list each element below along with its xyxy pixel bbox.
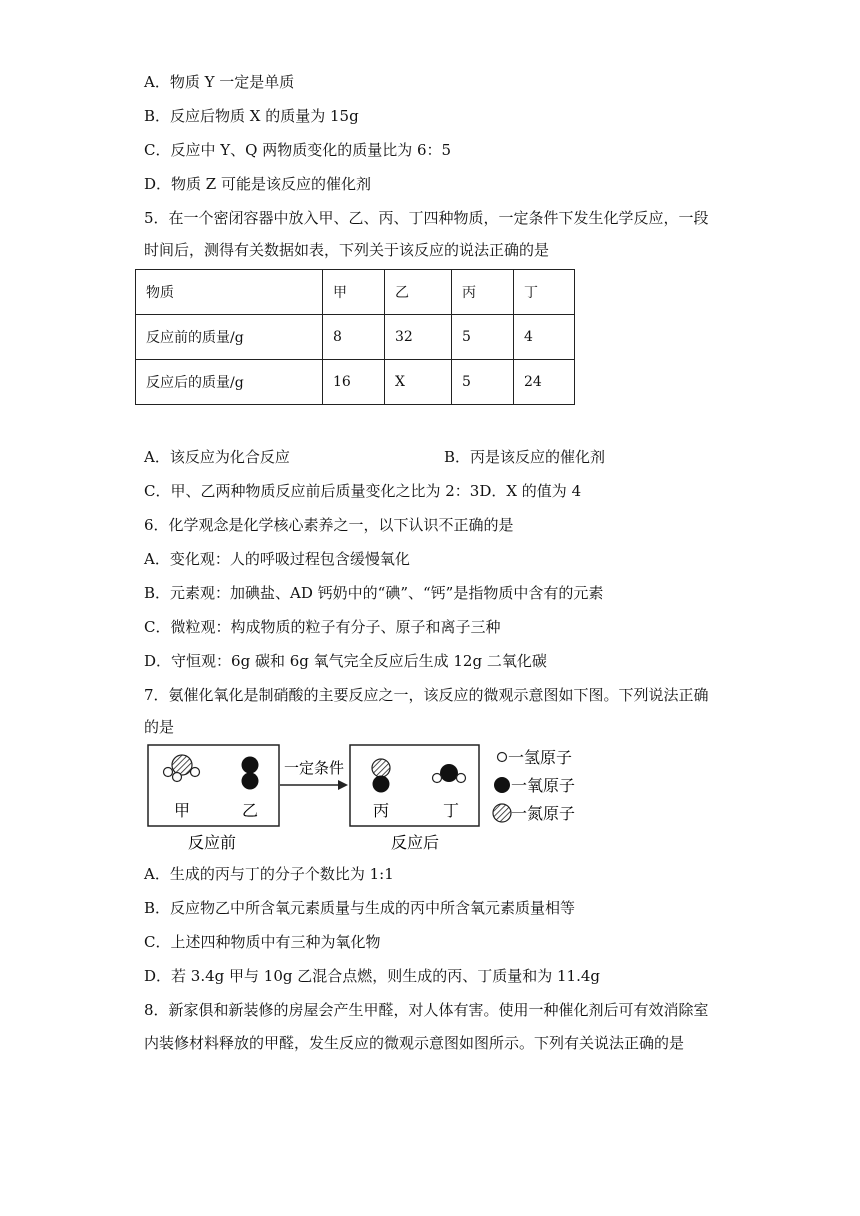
- after-caption: 反应后: [390, 833, 440, 852]
- table-header-row: [136, 270, 575, 315]
- hydrogen-atom: [164, 768, 173, 777]
- arrow-head-icon: [338, 780, 348, 790]
- table-header-cell: 甲: [323, 270, 385, 315]
- q4-option-c: C．反应中 Y、Q 两物质变化的质量比为 6：5: [144, 141, 452, 159]
- table-header-cell: 物质: [136, 270, 323, 315]
- oxygen-atom: [242, 773, 259, 790]
- table-cell: 16: [323, 360, 385, 405]
- oxygen-atom: [440, 764, 458, 782]
- table-cell: X: [385, 360, 452, 405]
- table-cell: 24: [514, 360, 575, 405]
- q6-option-c: C．微粒观：构成物质的粒子有分子、原子和离子三种: [144, 618, 501, 636]
- q7-option-a: A．生成的丙与丁的分子个数比为 1:1: [144, 865, 394, 883]
- table-header-cell: 丙: [452, 270, 514, 315]
- hydrogen-atom: [191, 768, 200, 777]
- q5-stem-line1: 5．在一个密闭容器中放入甲、乙、丙、丁四种物质，一定条件下发生化学反应，一段: [144, 209, 709, 227]
- nitric-oxide-molecule: [372, 759, 390, 793]
- q5-option-cd: C．甲、乙两种物质反应前后质量变化之比为 2：3D．X 的值为 4: [144, 482, 582, 500]
- q7-option-b: B．反应物乙中所含氧元素质量与生成的丙中所含氧元素质量相等: [144, 899, 576, 917]
- oxygen-legend-icon: [494, 777, 510, 793]
- table-row: [136, 360, 575, 405]
- hydrogen-atom: [173, 773, 182, 782]
- label-jia: 甲: [173, 801, 191, 820]
- before-box: [148, 745, 279, 826]
- table-cell: 4: [514, 315, 575, 360]
- q5-stem-line2: 时间后，测得有关数据如表，下列关于该反应的说法正确的是: [144, 241, 550, 259]
- q6-option-d: D．守恒观：6g 碳和 6g 氧气完全反应后生成 12g 二氧化碳: [144, 652, 547, 670]
- table-cell: 5: [452, 315, 514, 360]
- q7-option-c: C．上述四种物质中有三种为氧化物: [144, 933, 381, 951]
- table-header-cell: 丁: [514, 270, 575, 315]
- q7-stem-line1: 7．氨催化氧化是制硝酸的主要反应之一，该反应的微观示意图如下图。下列说法正确: [144, 686, 709, 704]
- table-cell: 8: [323, 315, 385, 360]
- legend-nitrogen: 一氮原子: [511, 804, 576, 823]
- arrow-label: 一定条件: [283, 759, 345, 777]
- q6-option-a: A．变化观：人的呼吸过程包含缓慢氧化: [144, 550, 410, 568]
- legend-oxygen: 一氧原子: [511, 776, 576, 795]
- label-bing: 丙: [372, 801, 390, 820]
- label-ding: 丁: [442, 801, 460, 820]
- table-row: [136, 315, 575, 360]
- table-header-cell: 乙: [385, 270, 452, 315]
- hydrogen-atom: [433, 774, 442, 783]
- after-box: [350, 745, 479, 826]
- legend-hydrogen: 一氢原子: [508, 748, 573, 767]
- hydrogen-legend-icon: [498, 753, 507, 762]
- q8-stem-line1: 8．新家俱和新装修的房屋会产生甲醛，对人体有害。使用一种催化剂后可有效消除室: [144, 1001, 709, 1019]
- nitrogen-legend-icon: [493, 804, 511, 822]
- table-cell: 32: [385, 315, 452, 360]
- q7-stem-line2: 的是: [144, 718, 175, 736]
- q6-stem: 6．化学观念是化学核心素养之一，以下认识不正确的是: [144, 516, 514, 534]
- table-cell: 5: [452, 360, 514, 405]
- q5-option-a: A．该反应为化合反应: [144, 448, 290, 466]
- oxygen-atom: [373, 776, 390, 793]
- q4-option-d: D．物质 Z 可能是该反应的催化剂: [144, 175, 371, 193]
- q8-stem-line2: 内装修材料释放的甲醛，发生反应的微观示意图如图所示。下列有关说法正确的是: [144, 1034, 685, 1052]
- q7-option-d: D．若 3.4g 甲与 10g 乙混合点燃，则生成的丙、丁质量和为 11.4g: [144, 967, 601, 985]
- hydrogen-atom: [457, 774, 466, 783]
- mass-table: [135, 269, 575, 405]
- legend: [493, 748, 575, 823]
- q6-option-b: B．元素观：加碘盐、AD 钙奶中的“碘”、“钙”是指物质中含有的元素: [144, 584, 604, 602]
- before-caption: 反应前: [187, 833, 237, 852]
- table-cell: 反应后的质量/g: [136, 360, 323, 405]
- reaction-micro-diagram: [140, 740, 600, 855]
- q4-option-a: A．物质 Y 一定是单质: [144, 73, 295, 91]
- table-cell: 反应前的质量/g: [136, 315, 323, 360]
- oxygen-molecule: [242, 757, 259, 790]
- q5-option-b: B．丙是该反应的催化剂: [444, 448, 606, 466]
- nitrogen-atom: [372, 759, 390, 777]
- oxygen-atom: [242, 757, 259, 774]
- label-yi: 乙: [241, 801, 259, 820]
- nitrogen-atom: [172, 755, 192, 775]
- q4-option-b: B．反应后物质 X 的质量为 15g: [144, 107, 359, 125]
- water-molecule: [433, 764, 466, 783]
- ammonia-molecule: [164, 755, 200, 782]
